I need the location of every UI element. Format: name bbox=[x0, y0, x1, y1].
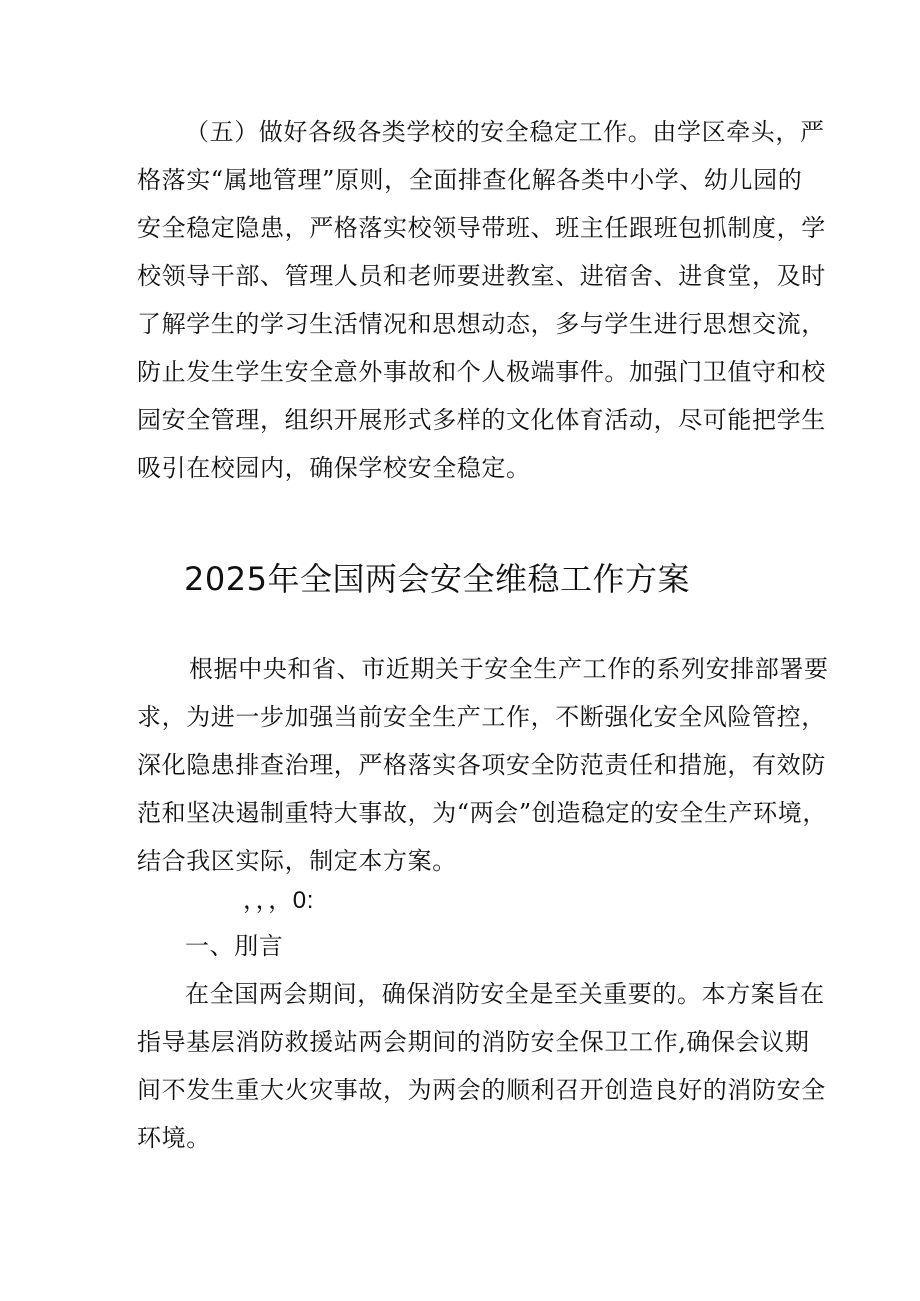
section-five-line-2: 格落实“属地管理”原则，全面排查化解各类中小学、幼儿园的 bbox=[137, 166, 803, 194]
section-one-heading: 一、刖言 bbox=[185, 932, 284, 960]
section-five-line-7: 园安全管理，组织开展形式多样的文化体育活动，尽可能把学生 bbox=[137, 406, 826, 434]
section-one-line-1: 在全国两会期间，确保消防安全是至关重要的。本方案旨在 bbox=[185, 980, 825, 1008]
intro-line-4: 范和坚决遏制重特大事故，为“两会”创造稳定的安全生产环境， bbox=[137, 799, 827, 827]
ocr-artifact-text: ，，，0: bbox=[243, 887, 315, 914]
section-five-line-8: 吸引在校园内，确保学校安全稳定。 bbox=[137, 454, 531, 482]
section-five-line-6: 防止发生学生安全意外事故和个人极端事件。加强门卫值守和校 bbox=[137, 358, 826, 386]
intro-line-1: 根据中央和省、市近期关于安全生产工作的系列安排部署要 bbox=[189, 655, 829, 683]
section-one-line-4: 环境。 bbox=[137, 1124, 211, 1152]
intro-line-5: 结合我区实际，制定本方案。 bbox=[137, 847, 457, 875]
section-five-line-3: 安全稳定隐患，严格落实校领导带班、班主任跟班包抓制度，学 bbox=[137, 214, 826, 242]
section-five-line-1: （五）做好各级各类学校的安全稳定工作。由学区牵头，严 bbox=[185, 118, 825, 146]
section-one-line-3: 间不发生重大火灾事故，为两会的顺利召开创造良好的消防安全 bbox=[137, 1076, 826, 1104]
intro-line-2: 求，为进一步加强当前安全生产工作，不断强化安全风险管控， bbox=[137, 703, 826, 731]
section-five-line-5: 了解学生的学习生活情况和思想动态，多与学生进行思想交流， bbox=[137, 310, 826, 338]
document-title: 2025年全国两会安全维稳工作方案 bbox=[184, 560, 690, 598]
section-five-line-4: 校领导干部、管理人员和老师要进教室、进宿舍、进食堂，及时 bbox=[137, 262, 826, 290]
intro-line-3: 深化隐患排查治理，严格落实各项安全防范责任和措施，有效防 bbox=[137, 751, 826, 779]
section-one-line-2: 指导基层消防救援站两会期间的消防安全保卫工作,确保会议期 bbox=[137, 1028, 810, 1056]
